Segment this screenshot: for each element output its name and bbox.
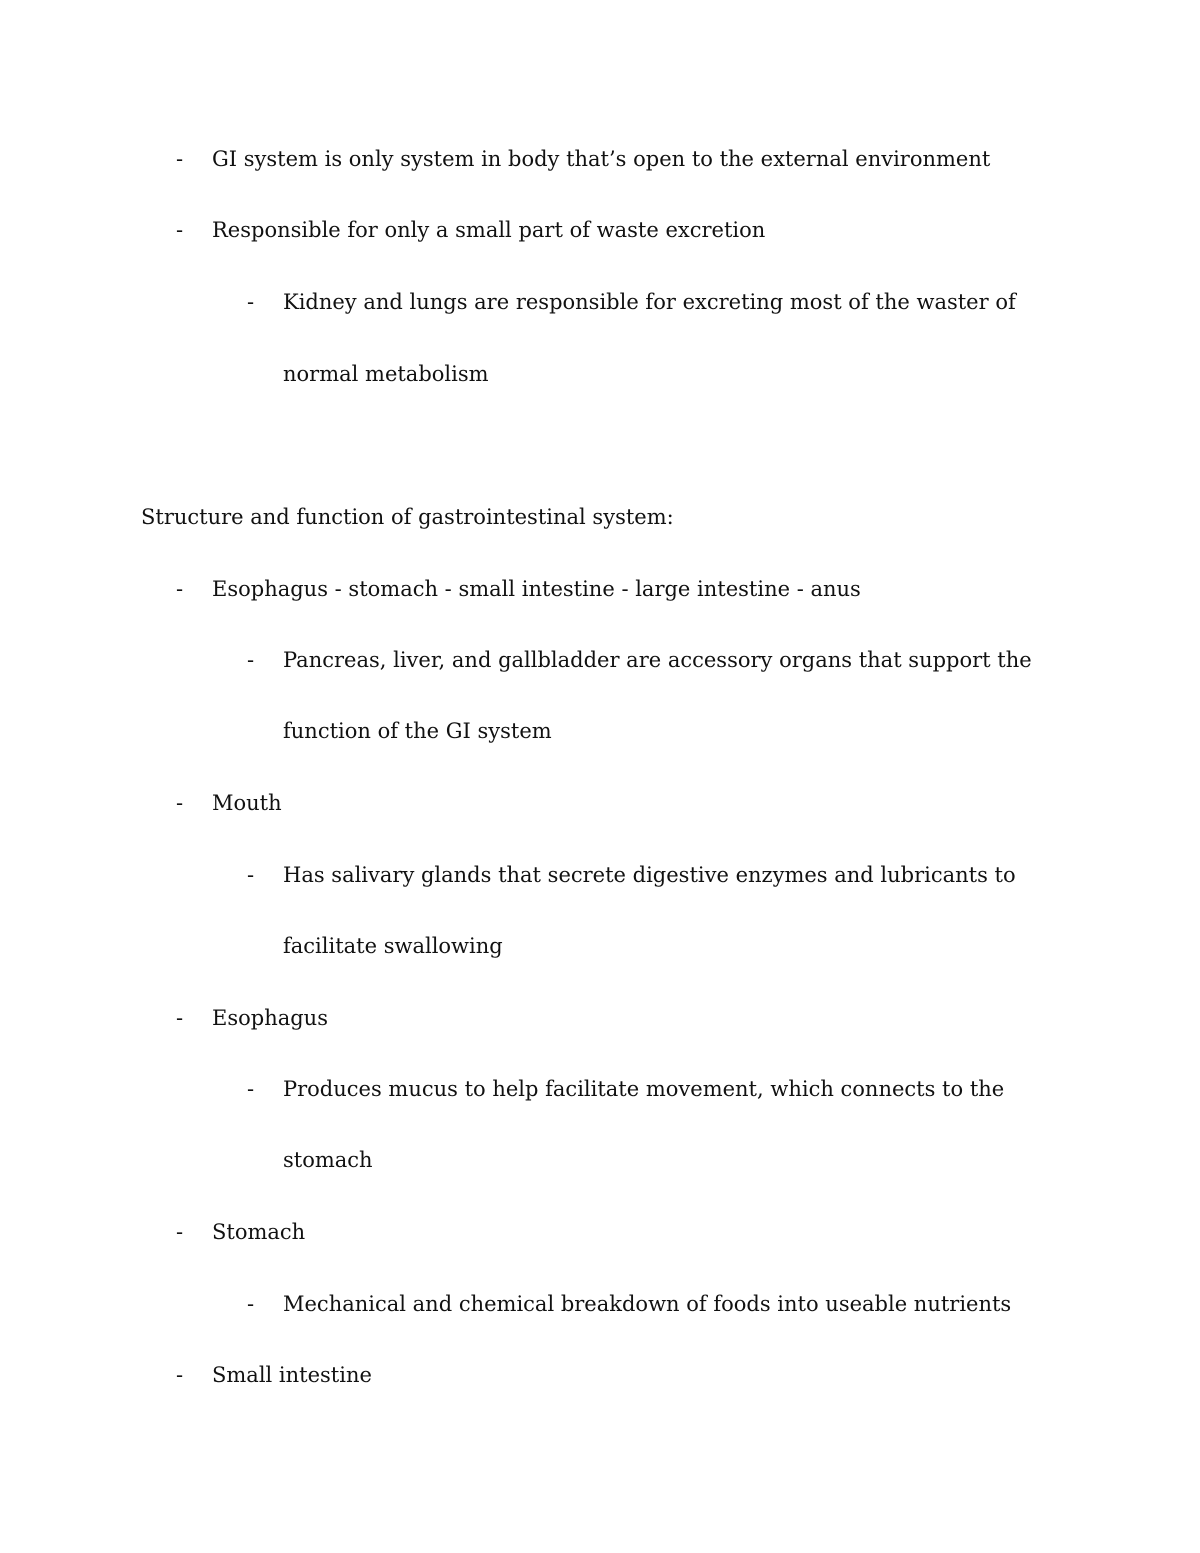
sub-bullet-dash: - <box>247 648 255 672</box>
sub-bullet-accessory-organs-line1: Pancreas, liver, and gallbladder are accessory organs that support the <box>283 648 1032 672</box>
bullet-mouth: Mouth <box>212 791 282 815</box>
bullet-small-intestine: Small intestine <box>212 1363 372 1387</box>
bullet-waste-excretion: Responsible for only a small part of waste excretion <box>212 218 766 242</box>
sub-bullet-dash: - <box>247 1077 255 1101</box>
sub-bullet-mucus-line2: stomach <box>283 1148 373 1172</box>
sub-bullet-accessory-organs-line2: function of the GI system <box>283 719 552 743</box>
bullet-dash: - <box>176 1006 184 1030</box>
bullet-dash: - <box>176 1363 184 1387</box>
bullet-gi-open-system: GI system is only system in body that’s open to the external environment <box>212 147 991 171</box>
sub-bullet-salivary-line1: Has salivary glands that secrete digestive enzymes and lubricants to <box>283 863 1016 887</box>
bullet-dash: - <box>176 577 184 601</box>
sub-bullet-salivary-line2: facilitate swallowing <box>283 934 503 958</box>
section-heading: Structure and function of gastrointestinal system: <box>141 505 674 529</box>
bullet-gi-tract-sequence: Esophagus - stomach - small intestine - large intestine - anus <box>212 577 861 601</box>
bullet-esophagus: Esophagus <box>212 1006 328 1030</box>
sub-bullet-kidney-lungs-line2: normal metabolism <box>283 362 489 386</box>
bullet-dash: - <box>176 147 184 171</box>
sub-bullet-kidney-lungs-line1: Kidney and lungs are responsible for excreting most of the waster of <box>283 290 1016 314</box>
sub-bullet-dash: - <box>247 290 255 314</box>
bullet-dash: - <box>176 218 184 242</box>
sub-bullet-breakdown: Mechanical and chemical breakdown of foods into useable nutrients <box>283 1292 1012 1316</box>
sub-bullet-dash: - <box>247 863 255 887</box>
bullet-stomach: Stomach <box>212 1220 306 1244</box>
bullet-dash: - <box>176 1220 184 1244</box>
sub-bullet-dash: - <box>247 1292 255 1316</box>
bullet-dash: - <box>176 791 184 815</box>
sub-bullet-mucus-line1: Produces mucus to help facilitate movement, which connects to the <box>283 1077 1005 1101</box>
